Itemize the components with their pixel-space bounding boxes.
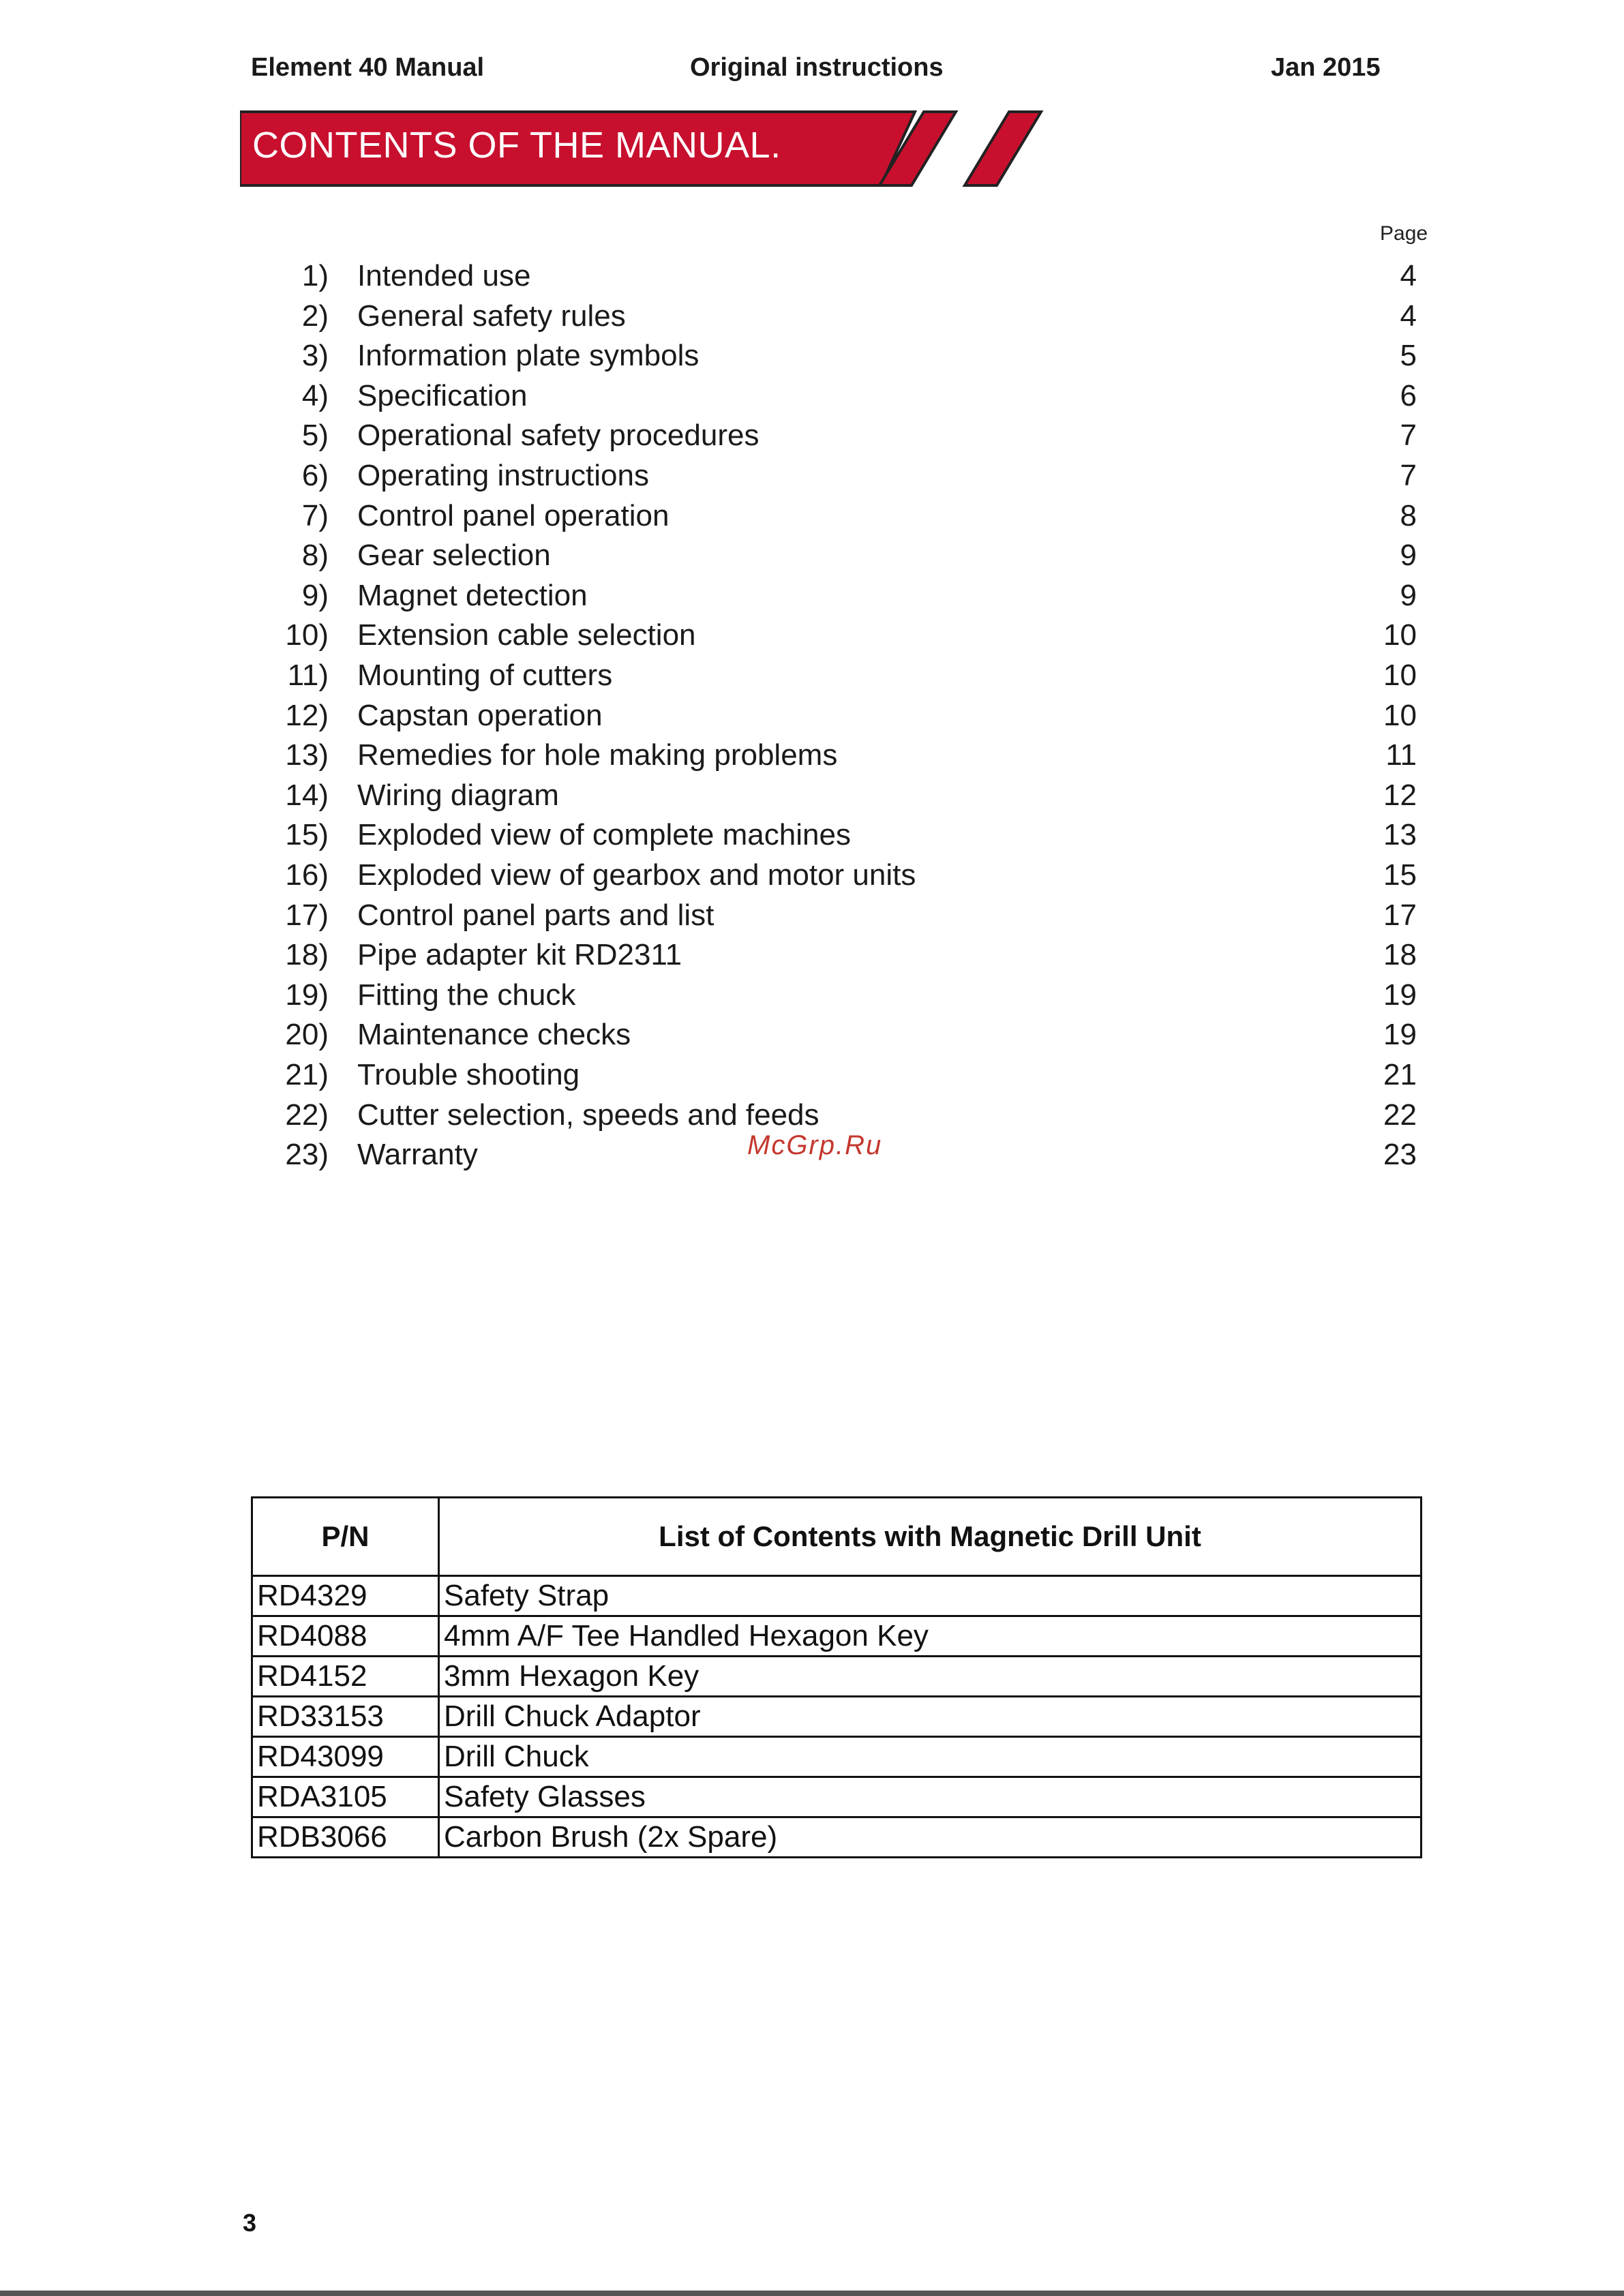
table-row	[252, 1576, 1422, 1616]
toc-entry-number: 4)	[301, 379, 329, 412]
toc-entry-page: 4	[1400, 259, 1417, 292]
header-date: Jan 2015	[1271, 53, 1381, 82]
item-description-cell: 4mm A/F Tee Handled Hexagon Key	[439, 1616, 1422, 1657]
item-description-cell: Drill Chuck Adaptor	[439, 1697, 1422, 1737]
header-manual-title: Element 40 Manual	[251, 53, 485, 82]
toc-entry-number: 15)	[285, 818, 329, 851]
toc-entry-page: 6	[1400, 379, 1417, 412]
toc-entry-title: Control panel parts and list	[357, 898, 715, 932]
toc-entry-page: 21	[1383, 1058, 1417, 1091]
toc-entry-title: Maintenance checks	[357, 1018, 631, 1051]
toc-entry-page: 7	[1400, 419, 1417, 452]
toc-entry-number: 6)	[301, 459, 329, 492]
toc-entry	[0, 699, 1624, 738]
toc-entry-page: 18	[1383, 938, 1417, 971]
toc-entry-number: 1)	[301, 259, 329, 292]
table-row	[252, 1697, 1422, 1737]
toc-entry-number: 20)	[285, 1018, 329, 1051]
part-number-cell: RD4088	[252, 1616, 439, 1657]
toc-entry-title: Remedies for hole making problems	[357, 738, 838, 772]
header-list-of-contents: List of Contents with Magnetic Drill Unit	[439, 1498, 1422, 1576]
toc-entry-page: 9	[1400, 579, 1417, 612]
toc-entry-page: 10	[1383, 618, 1417, 652]
toc-entry-page: 5	[1400, 339, 1417, 372]
toc-entry-title: Pipe adapter kit RD2311	[357, 938, 682, 971]
toc-entry	[0, 858, 1624, 898]
toc-entry-number: 21)	[285, 1058, 329, 1091]
toc-entry	[0, 419, 1624, 458]
toc-entry-page: 23	[1383, 1138, 1417, 1171]
section-banner	[240, 109, 1099, 190]
toc-entry-page: 10	[1383, 659, 1417, 692]
table-row	[252, 1616, 1422, 1657]
toc-entry	[0, 539, 1624, 578]
part-number-cell: RD4329	[252, 1576, 439, 1616]
part-number-cell: RDB3066	[252, 1817, 439, 1858]
header-part-number: P/N	[252, 1498, 439, 1576]
part-number-cell: RD43099	[252, 1737, 439, 1777]
toc-entry-number: 19)	[285, 978, 329, 1012]
toc-entry-page: 8	[1400, 499, 1417, 532]
toc-entry-title: Information plate symbols	[357, 339, 700, 372]
toc-entry-title: Intended use	[357, 259, 531, 292]
table-row	[252, 1657, 1422, 1697]
toc-entry	[0, 579, 1624, 618]
toc-entry-number: 13)	[285, 738, 329, 772]
toc-entry-page: 11	[1385, 738, 1417, 772]
toc-entry-title: Operating instructions	[357, 459, 649, 492]
banner-title: CONTENTS OF THE MANUAL.	[252, 125, 781, 166]
contents-list-table	[251, 1496, 1422, 1858]
item-description-cell: Safety Glasses	[439, 1777, 1422, 1817]
page-column-label: Page	[1380, 222, 1428, 245]
item-description-cell: Drill Chuck	[439, 1737, 1422, 1777]
toc-entry-page: 9	[1400, 539, 1417, 572]
toc-entry-page: 7	[1400, 459, 1417, 492]
toc-entry	[0, 818, 1624, 858]
toc-entry	[0, 379, 1624, 419]
toc-entry-number: 10)	[285, 618, 329, 652]
toc-entry	[0, 499, 1624, 539]
toc-entry-number: 8)	[301, 539, 329, 572]
toc-entry-title: Capstan operation	[357, 699, 603, 732]
toc-entry-title: Operational safety procedures	[357, 419, 760, 452]
toc-entry-number: 23)	[285, 1138, 329, 1171]
toc-entry-page: 22	[1383, 1098, 1417, 1132]
toc-entry-title: Specification	[357, 379, 528, 412]
table-row	[252, 1817, 1422, 1858]
toc-entry	[0, 618, 1624, 658]
toc-entry	[0, 459, 1624, 498]
toc-entry-number: 2)	[301, 299, 329, 333]
table-header-row	[252, 1498, 1422, 1576]
watermark: McGrp.Ru	[747, 1130, 883, 1160]
toc-entry-title: Gear selection	[357, 539, 551, 572]
toc-entry-title: Extension cable selection	[357, 618, 696, 652]
toc-entry-page: 19	[1383, 1018, 1417, 1051]
toc-entry-number: 17)	[285, 898, 329, 932]
toc-entry	[0, 738, 1624, 778]
toc-entry-title: Fitting the chuck	[357, 978, 576, 1012]
toc-entry-number: 9)	[301, 579, 329, 612]
toc-entry-title: Cutter selection, speeds and feeds	[357, 1098, 819, 1132]
toc-entry-number: 5)	[301, 419, 329, 452]
toc-entry	[0, 1058, 1624, 1098]
toc-entry-title: Exploded view of gearbox and motor units	[357, 858, 916, 892]
toc-entry-number: 12)	[285, 699, 329, 732]
toc-entry-page: 13	[1383, 818, 1417, 851]
toc-entry-number: 3)	[301, 339, 329, 372]
part-number-cell: RDA3105	[252, 1777, 439, 1817]
part-number-cell: RD33153	[252, 1697, 439, 1737]
toc-entry-page: 10	[1383, 699, 1417, 732]
toc-entry-page: 12	[1383, 779, 1417, 812]
toc-entry	[0, 1018, 1624, 1057]
toc-entry-title: Wiring diagram	[357, 779, 559, 812]
item-description-cell: Carbon Brush (2x Spare)	[439, 1817, 1422, 1858]
toc-entry-title: Exploded view of complete machines	[357, 818, 851, 851]
toc-entry	[0, 259, 1624, 299]
toc-entry-page: 4	[1400, 299, 1417, 333]
header-original-instructions: Original instructions	[690, 53, 944, 82]
toc-entry	[0, 659, 1624, 698]
bottom-edge-rule	[0, 2291, 1624, 2296]
toc-entry-title: Trouble shooting	[357, 1058, 580, 1091]
toc-entry-number: 18)	[285, 938, 329, 971]
toc-entry-title: Magnet detection	[357, 579, 588, 612]
toc-entry	[0, 779, 1624, 818]
table-row	[252, 1737, 1422, 1777]
toc-entry-number: 11)	[287, 659, 329, 692]
table-row	[252, 1777, 1422, 1817]
toc-entry-number: 7)	[301, 499, 329, 532]
toc-entry-number: 22)	[285, 1098, 329, 1132]
toc-entry	[0, 339, 1624, 378]
toc-entry	[0, 299, 1624, 339]
item-description-cell: 3mm Hexagon Key	[439, 1657, 1422, 1697]
part-number-cell: RD4152	[252, 1657, 439, 1697]
toc-entry	[0, 978, 1624, 1018]
toc-entry-page: 17	[1383, 898, 1417, 932]
toc-entry-title: Mounting of cutters	[357, 659, 613, 692]
toc-entry-number: 14)	[285, 779, 329, 812]
toc-entry-title: General safety rules	[357, 299, 626, 333]
toc-entry	[0, 898, 1624, 938]
item-description-cell: Safety Strap	[439, 1576, 1422, 1616]
toc-entry-number: 16)	[285, 858, 329, 892]
toc-entry-title: Control panel operation	[357, 499, 670, 532]
toc-entry-title: Warranty	[357, 1138, 478, 1171]
toc-entry	[0, 938, 1624, 978]
toc-entry-page: 19	[1383, 978, 1417, 1012]
page-number: 3	[243, 2209, 257, 2237]
toc-entry-page: 15	[1383, 858, 1417, 892]
